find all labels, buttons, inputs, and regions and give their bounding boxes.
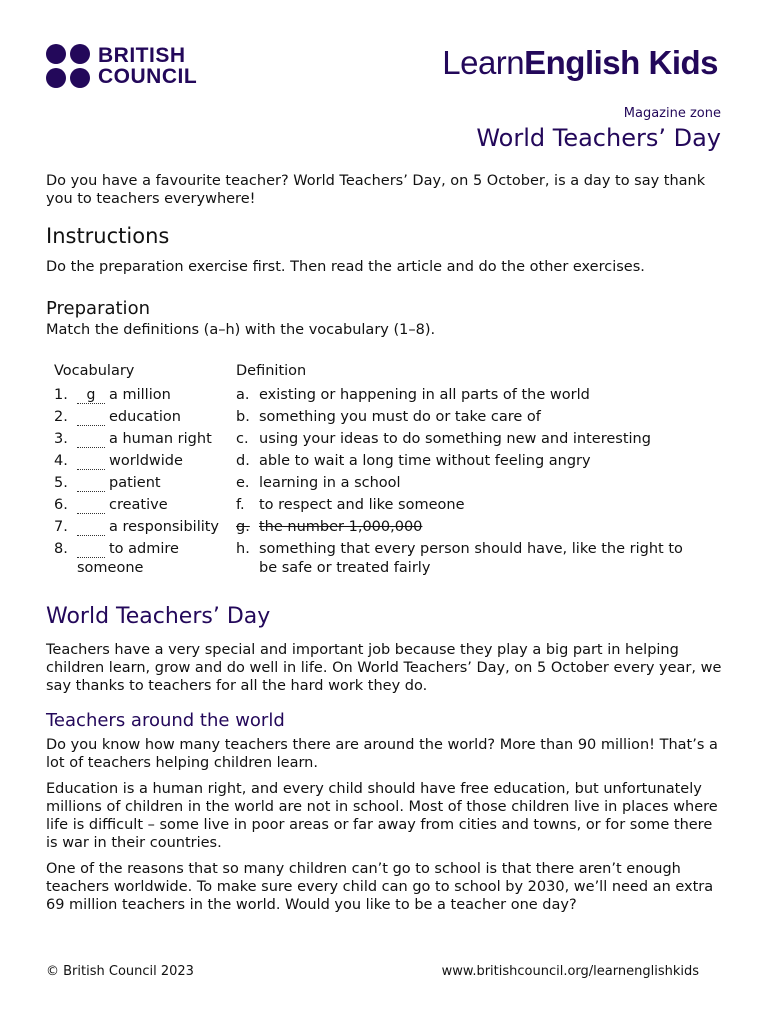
article-paragraph-1: Teachers have a very special and important job because they play a big part in helping children learn, grow and do well in life. On World Teachers’ Day, on 5 October every year, we say thanks to teachers for all the hard work they do. [46, 642, 722, 694]
vocab-number: 4. [54, 453, 68, 469]
vocab-word: to admire [109, 541, 179, 557]
answer-blank[interactable] [77, 499, 105, 514]
british-council-logo [46, 44, 197, 88]
definition-letter: b. [236, 409, 250, 425]
article-paragraph-4: One of the reasons that so many children can’t go to school is that there aren’t enough teachers worldwide. To make sure every child can go to school by 2030, we’ll need an extra 69 million teachers in the world. Would you like to be a teacher one day? [46, 861, 714, 913]
answer-blank[interactable] [77, 411, 105, 426]
definition-text: able to wait a long time without feeling angry [259, 453, 591, 469]
brand-bold: English Kids [524, 44, 718, 81]
page-title: World Teachers’ Day [476, 124, 721, 152]
definition-letter: h. [236, 541, 250, 557]
answer-blank[interactable] [77, 477, 105, 492]
brand-light: Learn [442, 44, 525, 81]
answer-blank[interactable] [77, 433, 105, 448]
preparation-text: Match the definitions (a–h) with the vocabulary (1–8). [46, 322, 436, 338]
vocab-word: patient [109, 475, 161, 491]
magazine-zone-label: Magazine zone [623, 106, 721, 121]
vocabulary-heading: Vocabulary [54, 363, 135, 379]
vocab-word: a responsibility [109, 519, 220, 535]
vocabulary-list [54, 387, 229, 587]
logo-dots-icon [46, 44, 90, 88]
definition-text: something that every person should have, like the right to [259, 541, 683, 557]
vocab-number: 6. [54, 497, 68, 513]
footer-copyright: © British Council 2023 [46, 964, 194, 979]
definition-letter: a. [236, 387, 250, 403]
definition-text: learning in a school [259, 475, 401, 491]
vocab-number: 2. [54, 409, 68, 425]
vocab-word: creative [109, 497, 168, 513]
vocab-word: a million [109, 387, 171, 403]
article-paragraph-3: Education is a human right, and every child should have free education, but unfortunately millions of children in the world are not in school. Most of those children live in places where life is difficult – some live in poor areas or far away from cities and towns, or for some there is war in their countries. [46, 781, 718, 851]
preparation-heading: Preparation [46, 298, 150, 319]
definition-letter: e. [236, 475, 250, 491]
vocab-word: education [109, 409, 181, 425]
definition-text: to respect and like someone [259, 497, 465, 513]
definition-letter: d. [236, 453, 250, 469]
vocab-number: 5. [54, 475, 68, 491]
article-heading: World Teachers’ Day [46, 604, 271, 629]
instructions-text: Do the preparation exercise first. Then read the article and do the other exercises. [46, 259, 645, 275]
vocab-word: a human right [109, 431, 212, 447]
article-subheading: Teachers around the world [46, 710, 285, 731]
answer-blank[interactable]: g [77, 389, 105, 404]
definition-heading: Definition [236, 363, 307, 379]
definitions-list [236, 387, 716, 587]
definition-text-continued: be safe or treated fairly [259, 560, 431, 576]
learnenglish-kids-brand [442, 44, 718, 82]
definition-text: something you must do or take care of [259, 409, 541, 425]
logo-line-2: COUNCIL [98, 65, 198, 88]
vocab-number: 8. [54, 541, 68, 557]
definition-letter: g. [236, 519, 250, 535]
definition-text: using your ideas to do something new and interesting [259, 431, 651, 447]
vocab-number: 7. [54, 519, 68, 535]
answer-blank[interactable] [77, 455, 105, 470]
vocab-word: worldwide [109, 453, 183, 469]
definition-letter: c. [236, 431, 249, 447]
logo-text [98, 45, 197, 87]
vocab-number: 3. [54, 431, 68, 447]
intro-paragraph: Do you have a favourite teacher? World Teachers’ Day, on 5 October, is a day to say thank you to teachers everywhere! [46, 173, 706, 207]
definition-letter: f. [236, 497, 245, 513]
definition-text: existing or happening in all parts of the world [259, 387, 590, 403]
instructions-heading: Instructions [46, 224, 170, 248]
logo-line-1: BRITISH [98, 44, 186, 67]
answer-blank[interactable] [77, 543, 105, 558]
definition-text: the number 1,000,000 [259, 519, 423, 535]
vocab-word-continued: someone [77, 560, 144, 576]
vocab-number: 1. [54, 387, 68, 403]
article-paragraph-2: Do you know how many teachers there are around the world? More than 90 million! That’s a lot of teachers helping children learn. [46, 737, 718, 771]
footer-url[interactable]: www.britishcouncil.org/learnenglishkids [441, 964, 699, 979]
answer-blank[interactable] [77, 521, 105, 536]
